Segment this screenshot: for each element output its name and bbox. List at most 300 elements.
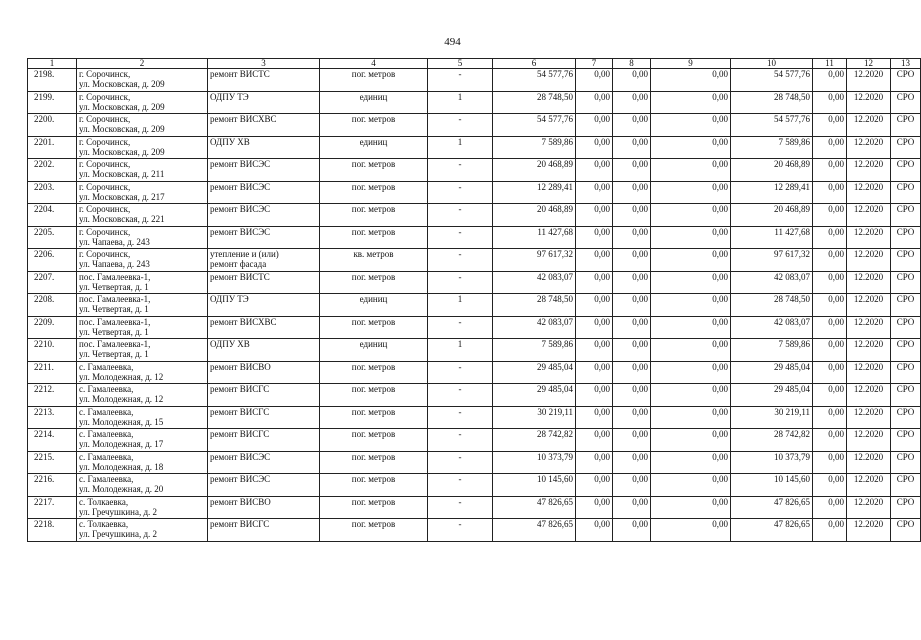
column-number-10: 10 bbox=[731, 59, 813, 69]
row-number bbox=[28, 406, 77, 429]
row-number bbox=[28, 474, 77, 497]
method-cell-line: СРО bbox=[896, 204, 915, 214]
work-type-cell bbox=[208, 181, 320, 204]
row-number-line: 2209. bbox=[34, 316, 55, 327]
quantity-cell bbox=[428, 361, 493, 384]
col8-cell-line: 0,00 bbox=[632, 474, 648, 484]
col8-cell-line: 0,00 bbox=[632, 294, 648, 304]
row-number-line: 2218. bbox=[34, 519, 55, 529]
address-cell bbox=[77, 136, 208, 159]
method-cell-line: СРО bbox=[896, 181, 915, 192]
column-number-11: 11 bbox=[813, 59, 847, 69]
address-cell-line: г. Сорочинск, bbox=[79, 159, 131, 169]
address-cell-line: ул. Молодежная, д. 18 bbox=[79, 461, 164, 472]
quantity-cell bbox=[428, 69, 493, 92]
table-row bbox=[28, 136, 921, 159]
col11-cell bbox=[813, 69, 847, 92]
row-number-line: 2211. bbox=[34, 361, 54, 372]
unit-cell-line: пог. метров bbox=[351, 204, 396, 214]
col9-cell bbox=[651, 271, 731, 294]
deadline-cell-line: 12.2020 bbox=[853, 181, 884, 192]
row-number bbox=[28, 451, 77, 474]
unit-cell-line: пог. метров bbox=[351, 69, 396, 79]
method-cell bbox=[891, 271, 921, 294]
col7-cell-line: 0,00 bbox=[594, 474, 610, 484]
address-cell-line: пос. Гамалеевка-1, bbox=[79, 316, 151, 327]
work-type-cell-line: ремонт ВИСГС bbox=[210, 429, 270, 439]
col11-cell bbox=[813, 429, 847, 452]
col8-cell bbox=[613, 69, 651, 92]
row-number-line: 2199. bbox=[34, 91, 55, 102]
address-cell-line: ул. Молодежная, д. 12 bbox=[79, 371, 164, 382]
col8-cell-line: 0,00 bbox=[632, 136, 648, 147]
col9-cell-line: 0,00 bbox=[712, 249, 728, 259]
col8-cell-line: 0,00 bbox=[632, 519, 648, 529]
total-cost-cell bbox=[493, 204, 576, 227]
table-row bbox=[28, 361, 921, 384]
quantity-cell-line: - bbox=[458, 474, 462, 484]
regional-fund-cell-line: 7 589,86 bbox=[778, 136, 810, 147]
quantity-cell bbox=[428, 339, 493, 362]
regional-fund-cell-line: 54 577,76 bbox=[774, 114, 810, 124]
col11-cell bbox=[813, 226, 847, 249]
col8-cell bbox=[613, 159, 651, 182]
col7-cell-line: 0,00 bbox=[594, 451, 610, 462]
col7-cell bbox=[576, 114, 613, 137]
col7-cell bbox=[576, 384, 613, 407]
address-cell-line: г. Сорочинск, bbox=[79, 91, 131, 102]
total-cost-cell bbox=[493, 406, 576, 429]
address-cell-line: г. Сорочинск, bbox=[79, 181, 131, 192]
col8-cell-line: 0,00 bbox=[632, 204, 648, 214]
col9-cell-line: 0,00 bbox=[712, 294, 728, 304]
regional-fund-cell-line: 42 083,07 bbox=[774, 271, 810, 282]
method-cell-line: СРО bbox=[896, 384, 915, 394]
regional-fund-cell bbox=[731, 474, 813, 497]
total-cost-cell-line: 28 748,50 bbox=[537, 294, 573, 304]
unit-cell-line: пог. метров bbox=[351, 271, 396, 282]
total-cost-cell bbox=[493, 294, 576, 317]
col8-cell-line: 0,00 bbox=[632, 316, 648, 327]
unit-cell-line: единиц bbox=[359, 294, 388, 304]
col7-cell bbox=[576, 429, 613, 452]
col8-cell bbox=[613, 339, 651, 362]
col7-cell-line: 0,00 bbox=[594, 339, 610, 349]
method-cell bbox=[891, 249, 921, 272]
regional-fund-cell-line: 7 589,86 bbox=[778, 339, 810, 349]
unit-cell-line: пог. метров bbox=[351, 496, 396, 507]
total-cost-cell-line: 7 589,86 bbox=[541, 339, 573, 349]
col11-cell-line: 0,00 bbox=[828, 316, 844, 327]
address-cell-line: с. Гамалеевка, bbox=[79, 384, 134, 394]
col11-cell-line: 0,00 bbox=[828, 406, 844, 417]
method-cell bbox=[891, 91, 921, 114]
deadline-cell bbox=[847, 136, 891, 159]
method-cell-line: СРО bbox=[896, 294, 915, 304]
total-cost-cell bbox=[493, 496, 576, 519]
col7-cell bbox=[576, 474, 613, 497]
total-cost-cell-line: 20 468,89 bbox=[537, 159, 573, 169]
unit-cell-line: пог. метров bbox=[351, 181, 396, 192]
total-cost-cell bbox=[493, 181, 576, 204]
work-type-cell-line: ремонт ВИСЭС bbox=[210, 226, 271, 237]
method-cell-line: СРО bbox=[896, 316, 915, 327]
col8-cell bbox=[613, 136, 651, 159]
method-cell-line: СРО bbox=[896, 226, 915, 237]
regional-fund-cell-line: 47 826,65 bbox=[774, 519, 810, 529]
deadline-cell bbox=[847, 226, 891, 249]
table-row bbox=[28, 384, 921, 407]
col9-cell-line: 0,00 bbox=[712, 181, 728, 192]
address-cell bbox=[77, 316, 208, 339]
col9-cell bbox=[651, 91, 731, 114]
col11-cell-line: 0,00 bbox=[828, 249, 844, 259]
unit-cell bbox=[320, 69, 428, 92]
unit-cell bbox=[320, 316, 428, 339]
col11-cell bbox=[813, 294, 847, 317]
row-number-line: 2214. bbox=[34, 429, 55, 439]
total-cost-cell bbox=[493, 271, 576, 294]
row-number-line: 2205. bbox=[34, 226, 55, 237]
method-cell-line: СРО bbox=[896, 339, 915, 349]
deadline-cell-line: 12.2020 bbox=[853, 361, 884, 372]
col8-cell-line: 0,00 bbox=[632, 91, 648, 102]
regional-fund-cell bbox=[731, 204, 813, 227]
col7-cell-line: 0,00 bbox=[594, 159, 610, 169]
method-cell bbox=[891, 114, 921, 137]
col7-cell bbox=[576, 361, 613, 384]
col9-cell bbox=[651, 361, 731, 384]
method-cell bbox=[891, 204, 921, 227]
unit-cell bbox=[320, 181, 428, 204]
col9-cell-line: 0,00 bbox=[712, 451, 728, 462]
table-row bbox=[28, 159, 921, 182]
deadline-cell-line: 12.2020 bbox=[853, 91, 884, 102]
col7-cell-line: 0,00 bbox=[594, 406, 610, 417]
deadline-cell bbox=[847, 271, 891, 294]
col7-cell-line: 0,00 bbox=[594, 294, 610, 304]
col11-cell bbox=[813, 406, 847, 429]
work-type-cell bbox=[208, 159, 320, 182]
col11-cell bbox=[813, 519, 847, 542]
total-cost-cell-line: 54 577,76 bbox=[537, 114, 573, 124]
table-row bbox=[28, 451, 921, 474]
method-cell bbox=[891, 294, 921, 317]
column-number-3: 3 bbox=[208, 59, 320, 69]
address-cell bbox=[77, 384, 208, 407]
col9-cell bbox=[651, 249, 731, 272]
deadline-cell bbox=[847, 496, 891, 519]
address-cell-line: г. Сорочинск, bbox=[79, 69, 131, 79]
deadline-cell-line: 12.2020 bbox=[853, 249, 884, 259]
row-number bbox=[28, 226, 77, 249]
quantity-cell-line: - bbox=[458, 429, 462, 439]
unit-cell-line: пог. метров bbox=[351, 361, 396, 372]
address-cell bbox=[77, 271, 208, 294]
row-number bbox=[28, 339, 77, 362]
quantity-cell-line: - bbox=[458, 249, 462, 259]
col7-cell bbox=[576, 519, 613, 542]
total-cost-cell-line: 28 742,82 bbox=[537, 429, 573, 439]
col7-cell-line: 0,00 bbox=[594, 69, 610, 79]
quantity-cell-line: - bbox=[458, 384, 462, 394]
regional-fund-cell bbox=[731, 226, 813, 249]
method-cell bbox=[891, 159, 921, 182]
quantity-cell bbox=[428, 519, 493, 542]
address-cell-line: ул. Московская, д. 209 bbox=[79, 124, 165, 134]
col9-cell-line: 0,00 bbox=[712, 474, 728, 484]
total-cost-cell bbox=[493, 91, 576, 114]
col7-cell bbox=[576, 159, 613, 182]
work-type-cell bbox=[208, 294, 320, 317]
column-number-2: 2 bbox=[77, 59, 208, 69]
col11-cell bbox=[813, 316, 847, 339]
unit-cell-line: пог. метров bbox=[351, 226, 396, 237]
deadline-cell bbox=[847, 474, 891, 497]
col11-cell-line: 0,00 bbox=[828, 474, 844, 484]
work-type-cell bbox=[208, 249, 320, 272]
work-type-cell bbox=[208, 361, 320, 384]
regional-fund-cell-line: 10 145,60 bbox=[774, 474, 810, 484]
col7-cell bbox=[576, 406, 613, 429]
work-type-cell-line: ремонт ВИСЭС bbox=[210, 181, 271, 192]
method-cell bbox=[891, 519, 921, 542]
unit-cell bbox=[320, 361, 428, 384]
col11-cell bbox=[813, 136, 847, 159]
quantity-cell-line: 1 bbox=[457, 136, 463, 147]
regional-fund-cell-line: 28 742,82 bbox=[774, 429, 810, 439]
quantity-cell bbox=[428, 271, 493, 294]
col11-cell bbox=[813, 204, 847, 227]
col9-cell bbox=[651, 136, 731, 159]
row-number bbox=[28, 361, 77, 384]
address-cell-line: с. Толкаевка, bbox=[79, 519, 129, 529]
col8-cell-line: 0,00 bbox=[632, 114, 648, 124]
address-cell bbox=[77, 519, 208, 542]
unit-cell bbox=[320, 271, 428, 294]
row-number bbox=[28, 136, 77, 159]
unit-cell bbox=[320, 136, 428, 159]
col8-cell bbox=[613, 204, 651, 227]
total-cost-cell-line: 47 826,65 bbox=[537, 496, 573, 507]
unit-cell-line: пог. метров bbox=[351, 114, 396, 124]
address-cell bbox=[77, 69, 208, 92]
deadline-cell bbox=[847, 384, 891, 407]
row-number-line: 2206. bbox=[34, 249, 55, 259]
unit-cell bbox=[320, 204, 428, 227]
deadline-cell-line: 12.2020 bbox=[853, 406, 884, 417]
total-cost-cell bbox=[493, 226, 576, 249]
row-number-line: 2208. bbox=[34, 294, 55, 304]
col9-cell bbox=[651, 159, 731, 182]
deadline-cell-line: 12.2020 bbox=[853, 339, 884, 349]
regional-fund-cell bbox=[731, 519, 813, 542]
address-cell-line: ул. Московская, д. 209 bbox=[79, 79, 165, 89]
deadline-cell bbox=[847, 361, 891, 384]
address-cell-line: ул. Четвертая, д. 1 bbox=[79, 304, 149, 314]
method-cell bbox=[891, 496, 921, 519]
col9-cell-line: 0,00 bbox=[712, 316, 728, 327]
address-cell-line: пос. Гамалеевка-1, bbox=[79, 339, 151, 349]
deadline-cell-line: 12.2020 bbox=[853, 316, 884, 327]
method-cell bbox=[891, 69, 921, 92]
unit-cell bbox=[320, 114, 428, 137]
total-cost-cell-line: 20 468,89 bbox=[537, 204, 573, 214]
row-number bbox=[28, 496, 77, 519]
table-row bbox=[28, 204, 921, 227]
col11-cell-line: 0,00 bbox=[828, 159, 844, 169]
col11-cell-line: 0,00 bbox=[828, 226, 844, 237]
address-cell-line: ул. Чапаева, д. 243 bbox=[79, 259, 150, 269]
col9-cell-line: 0,00 bbox=[712, 136, 728, 147]
col8-cell bbox=[613, 114, 651, 137]
regional-fund-cell bbox=[731, 271, 813, 294]
regional-fund-cell-line: 47 826,65 bbox=[774, 496, 810, 507]
col8-cell-line: 0,00 bbox=[632, 361, 648, 372]
work-type-cell-line: ремонт ВИСХВС bbox=[210, 114, 277, 124]
column-number-row bbox=[28, 59, 921, 69]
total-cost-cell-line: 47 826,65 bbox=[537, 519, 573, 529]
quantity-cell-line: - bbox=[458, 159, 462, 169]
total-cost-cell bbox=[493, 451, 576, 474]
unit-cell-line: пог. метров bbox=[351, 429, 396, 439]
address-cell-line: с. Гамалеевка, bbox=[79, 361, 134, 372]
col9-cell bbox=[651, 294, 731, 317]
row-number-line: 2202. bbox=[34, 159, 55, 169]
col7-cell bbox=[576, 496, 613, 519]
work-type-cell-line: ОДПУ ХВ bbox=[210, 339, 250, 349]
method-cell-line: СРО bbox=[896, 429, 915, 439]
quantity-cell-line: - bbox=[458, 271, 462, 282]
col11-cell bbox=[813, 474, 847, 497]
regional-fund-cell bbox=[731, 114, 813, 137]
table-row bbox=[28, 429, 921, 452]
quantity-cell-line: - bbox=[458, 496, 462, 507]
address-cell-line: ул. Московская, д. 217 bbox=[79, 191, 165, 202]
col9-cell-line: 0,00 bbox=[712, 271, 728, 282]
quantity-cell-line: - bbox=[458, 181, 462, 192]
col7-cell bbox=[576, 271, 613, 294]
unit-cell-line: единиц bbox=[359, 136, 388, 147]
address-cell-line: с. Толкаевка, bbox=[79, 496, 129, 507]
deadline-cell-line: 12.2020 bbox=[853, 136, 884, 147]
page-number: 494 bbox=[444, 36, 461, 48]
col7-cell bbox=[576, 91, 613, 114]
quantity-cell-line: - bbox=[458, 406, 462, 417]
col7-cell bbox=[576, 181, 613, 204]
col7-cell-line: 0,00 bbox=[594, 204, 610, 214]
deadline-cell bbox=[847, 406, 891, 429]
col11-cell-line: 0,00 bbox=[828, 294, 844, 304]
deadline-cell bbox=[847, 159, 891, 182]
method-cell-line: СРО bbox=[896, 361, 915, 372]
column-number-6: 6 bbox=[493, 59, 576, 69]
regional-fund-cell bbox=[731, 406, 813, 429]
table-row bbox=[28, 474, 921, 497]
column-number-5: 5 bbox=[428, 59, 493, 69]
work-schedule-table bbox=[27, 58, 921, 542]
work-type-cell-line: ремонт ВИСТС bbox=[210, 69, 270, 79]
col11-cell-line: 0,00 bbox=[828, 496, 844, 507]
col7-cell-line: 0,00 bbox=[594, 519, 610, 529]
row-number bbox=[28, 429, 77, 452]
method-cell-line: СРО bbox=[896, 69, 915, 79]
regional-fund-cell bbox=[731, 136, 813, 159]
work-type-cell-line: ремонт ВИСГС bbox=[210, 384, 270, 394]
method-cell bbox=[891, 406, 921, 429]
col11-cell bbox=[813, 271, 847, 294]
col9-cell-line: 0,00 bbox=[712, 361, 728, 372]
total-cost-cell bbox=[493, 361, 576, 384]
work-type-cell-line: ремонт ВИСЭС bbox=[210, 451, 271, 462]
col11-cell-line: 0,00 bbox=[828, 339, 844, 349]
regional-fund-cell-line: 10 373,79 bbox=[774, 451, 810, 462]
col11-cell bbox=[813, 91, 847, 114]
col8-cell bbox=[613, 519, 651, 542]
col9-cell-line: 0,00 bbox=[712, 429, 728, 439]
quantity-cell-line: - bbox=[458, 519, 462, 529]
regional-fund-cell-line: 97 617,32 bbox=[774, 249, 810, 259]
col7-cell-line: 0,00 bbox=[594, 496, 610, 507]
col7-cell-line: 0,00 bbox=[594, 91, 610, 102]
work-type-cell bbox=[208, 451, 320, 474]
total-cost-cell-line: 7 589,86 bbox=[541, 136, 573, 147]
col7-cell-line: 0,00 bbox=[594, 429, 610, 439]
col11-cell-line: 0,00 bbox=[828, 181, 844, 192]
address-cell bbox=[77, 451, 208, 474]
regional-fund-cell bbox=[731, 384, 813, 407]
work-type-cell-line: ОДПУ ХВ bbox=[210, 136, 250, 147]
work-type-cell bbox=[208, 271, 320, 294]
col11-cell-line: 0,00 bbox=[828, 451, 844, 462]
work-type-cell-line: ремонт ВИСГС bbox=[210, 519, 270, 529]
table-row bbox=[28, 294, 921, 317]
unit-cell bbox=[320, 451, 428, 474]
address-cell-line: ул. Молодежная, д. 17 bbox=[79, 439, 164, 449]
col9-cell bbox=[651, 406, 731, 429]
col7-cell bbox=[576, 339, 613, 362]
deadline-cell bbox=[847, 429, 891, 452]
row-number bbox=[28, 91, 77, 114]
total-cost-cell bbox=[493, 136, 576, 159]
method-cell bbox=[891, 226, 921, 249]
deadline-cell-line: 12.2020 bbox=[853, 451, 884, 462]
unit-cell bbox=[320, 159, 428, 182]
deadline-cell-line: 12.2020 bbox=[853, 384, 884, 394]
col11-cell-line: 0,00 bbox=[828, 519, 844, 529]
column-number-1: 1 bbox=[28, 59, 77, 69]
regional-fund-cell-line: 20 468,89 bbox=[774, 204, 810, 214]
address-cell-line: ул. Московская, д. 211 bbox=[79, 169, 165, 179]
deadline-cell-line: 12.2020 bbox=[853, 204, 884, 214]
address-cell bbox=[77, 294, 208, 317]
col7-cell bbox=[576, 204, 613, 227]
row-number-line: 2217. bbox=[34, 496, 55, 507]
col9-cell bbox=[651, 384, 731, 407]
col9-cell bbox=[651, 226, 731, 249]
table-row bbox=[28, 249, 921, 272]
table-row bbox=[28, 271, 921, 294]
work-type-cell bbox=[208, 406, 320, 429]
quantity-cell-line: - bbox=[458, 204, 462, 214]
col8-cell-line: 0,00 bbox=[632, 271, 648, 282]
col7-cell-line: 0,00 bbox=[594, 271, 610, 282]
address-cell bbox=[77, 159, 208, 182]
col8-cell-line: 0,00 bbox=[632, 69, 648, 79]
address-cell-line: с. Гамалеевка, bbox=[79, 406, 134, 417]
deadline-cell bbox=[847, 316, 891, 339]
unit-cell-line: пог. метров bbox=[351, 159, 396, 169]
